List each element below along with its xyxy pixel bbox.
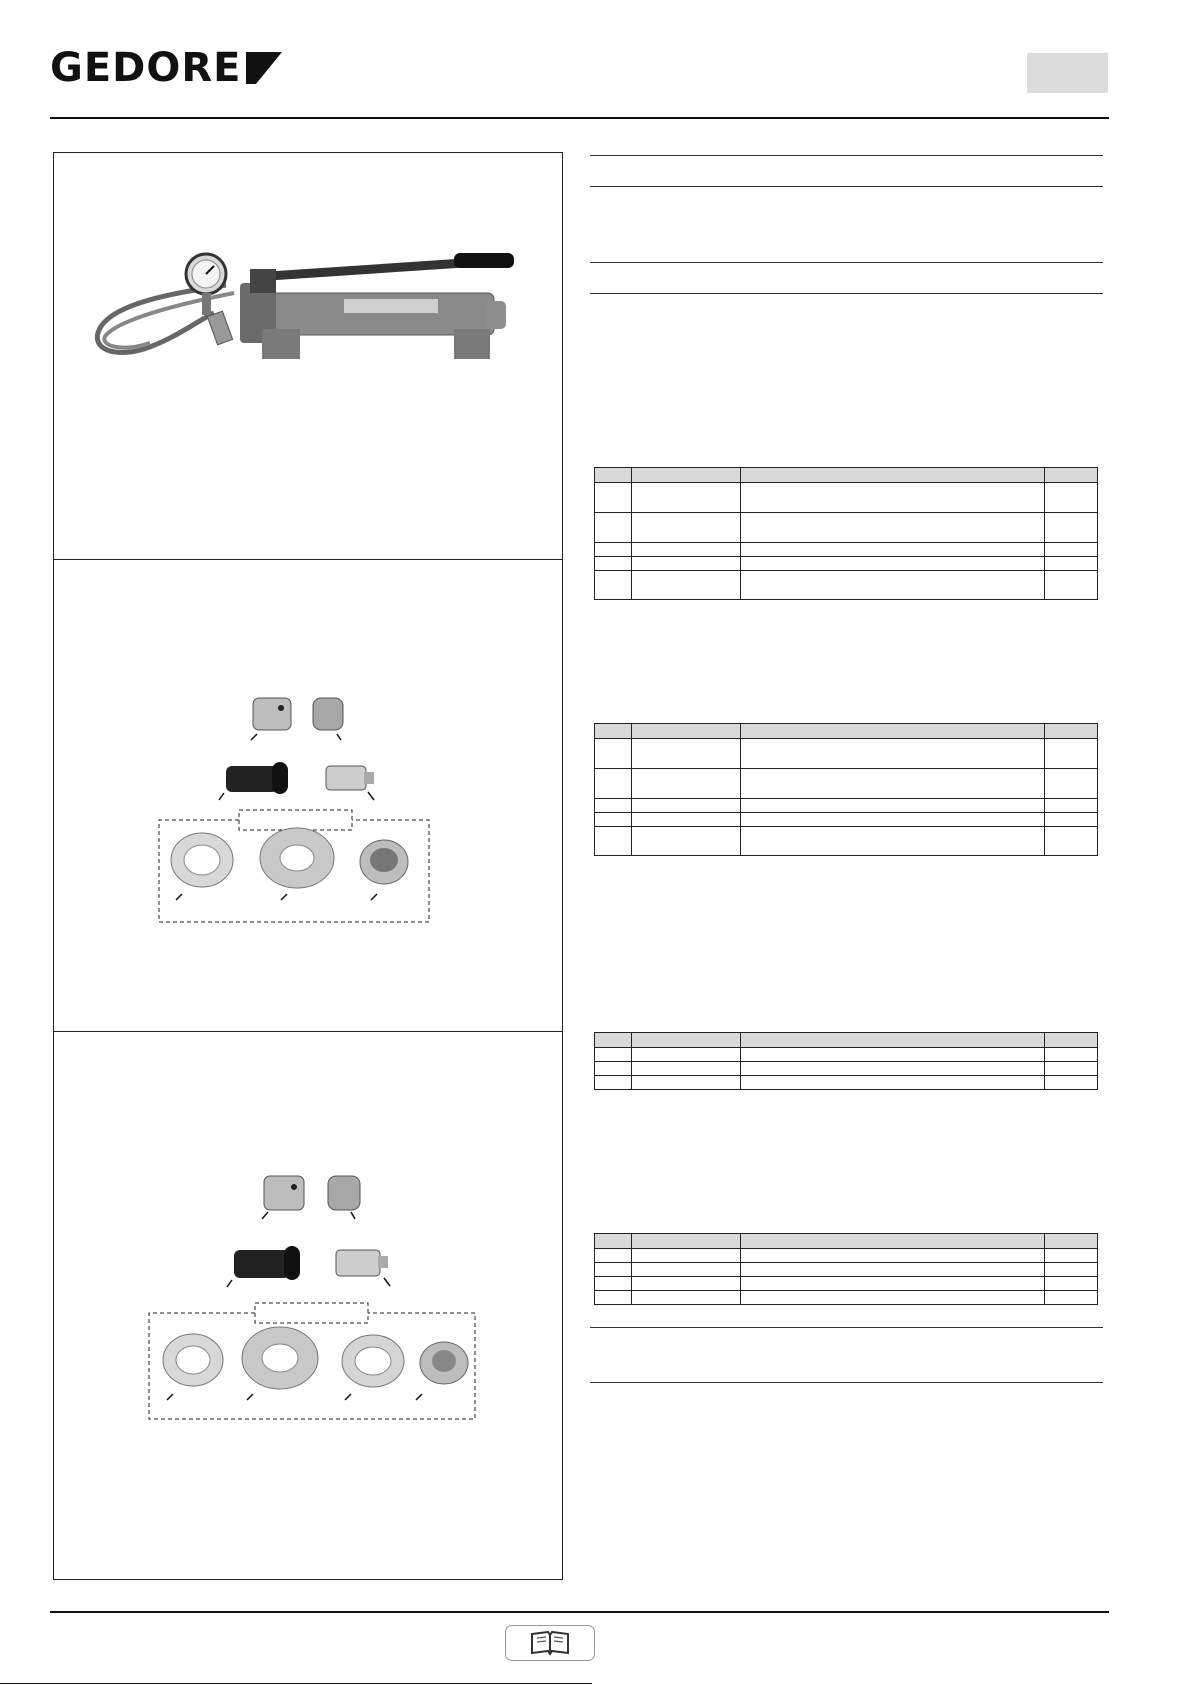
open-book-icon — [528, 1629, 572, 1657]
section-rule — [590, 186, 1103, 187]
gedore-logo — [50, 45, 284, 91]
adapter-set-image-small — [54, 560, 562, 1030]
table-row — [595, 1277, 1098, 1291]
table-row — [595, 483, 1098, 513]
section-rule — [590, 1382, 1103, 1383]
table-row — [595, 827, 1098, 856]
table-row — [595, 769, 1098, 799]
table-row — [595, 1263, 1098, 1277]
spec-table-4 — [594, 1233, 1098, 1305]
section-rule — [590, 262, 1103, 263]
pump-panel — [54, 153, 562, 560]
adapter-set-image-large — [54, 1032, 562, 1577]
section-rule — [590, 293, 1103, 294]
section-rule — [590, 1327, 1103, 1328]
adapter-set-panel-large — [54, 1032, 562, 1579]
table-header-row — [595, 1234, 1098, 1249]
table-row — [595, 1291, 1098, 1305]
table-row — [595, 557, 1098, 571]
table-header-row — [595, 1033, 1098, 1048]
table-row — [595, 813, 1098, 827]
page-tab — [1027, 53, 1108, 93]
spec-table-1 — [594, 467, 1098, 600]
spec-table-2 — [594, 723, 1098, 856]
table-row — [595, 513, 1098, 543]
table-row — [595, 1048, 1098, 1062]
section-rule — [590, 155, 1103, 156]
hydraulic-pump-image — [54, 153, 562, 559]
table-row — [595, 571, 1098, 600]
table-row — [595, 1062, 1098, 1076]
footer-rule — [50, 1611, 1109, 1613]
table-header-row — [595, 468, 1098, 483]
manual-book-button[interactable] — [505, 1625, 595, 1661]
spec-table-3 — [594, 1032, 1098, 1090]
bottom-rule — [0, 1683, 592, 1684]
table-header-row — [595, 724, 1098, 739]
table-row — [595, 799, 1098, 813]
table-row — [595, 1076, 1098, 1090]
table-row — [595, 739, 1098, 769]
product-image-frame — [53, 152, 563, 1580]
table-row — [595, 1249, 1098, 1263]
gedore-arrow-logo-icon — [244, 48, 284, 88]
table-row — [595, 543, 1098, 557]
header-rule — [50, 117, 1109, 119]
brand-name: GEDORE — [50, 45, 242, 91]
adapter-set-panel-small — [54, 560, 562, 1032]
